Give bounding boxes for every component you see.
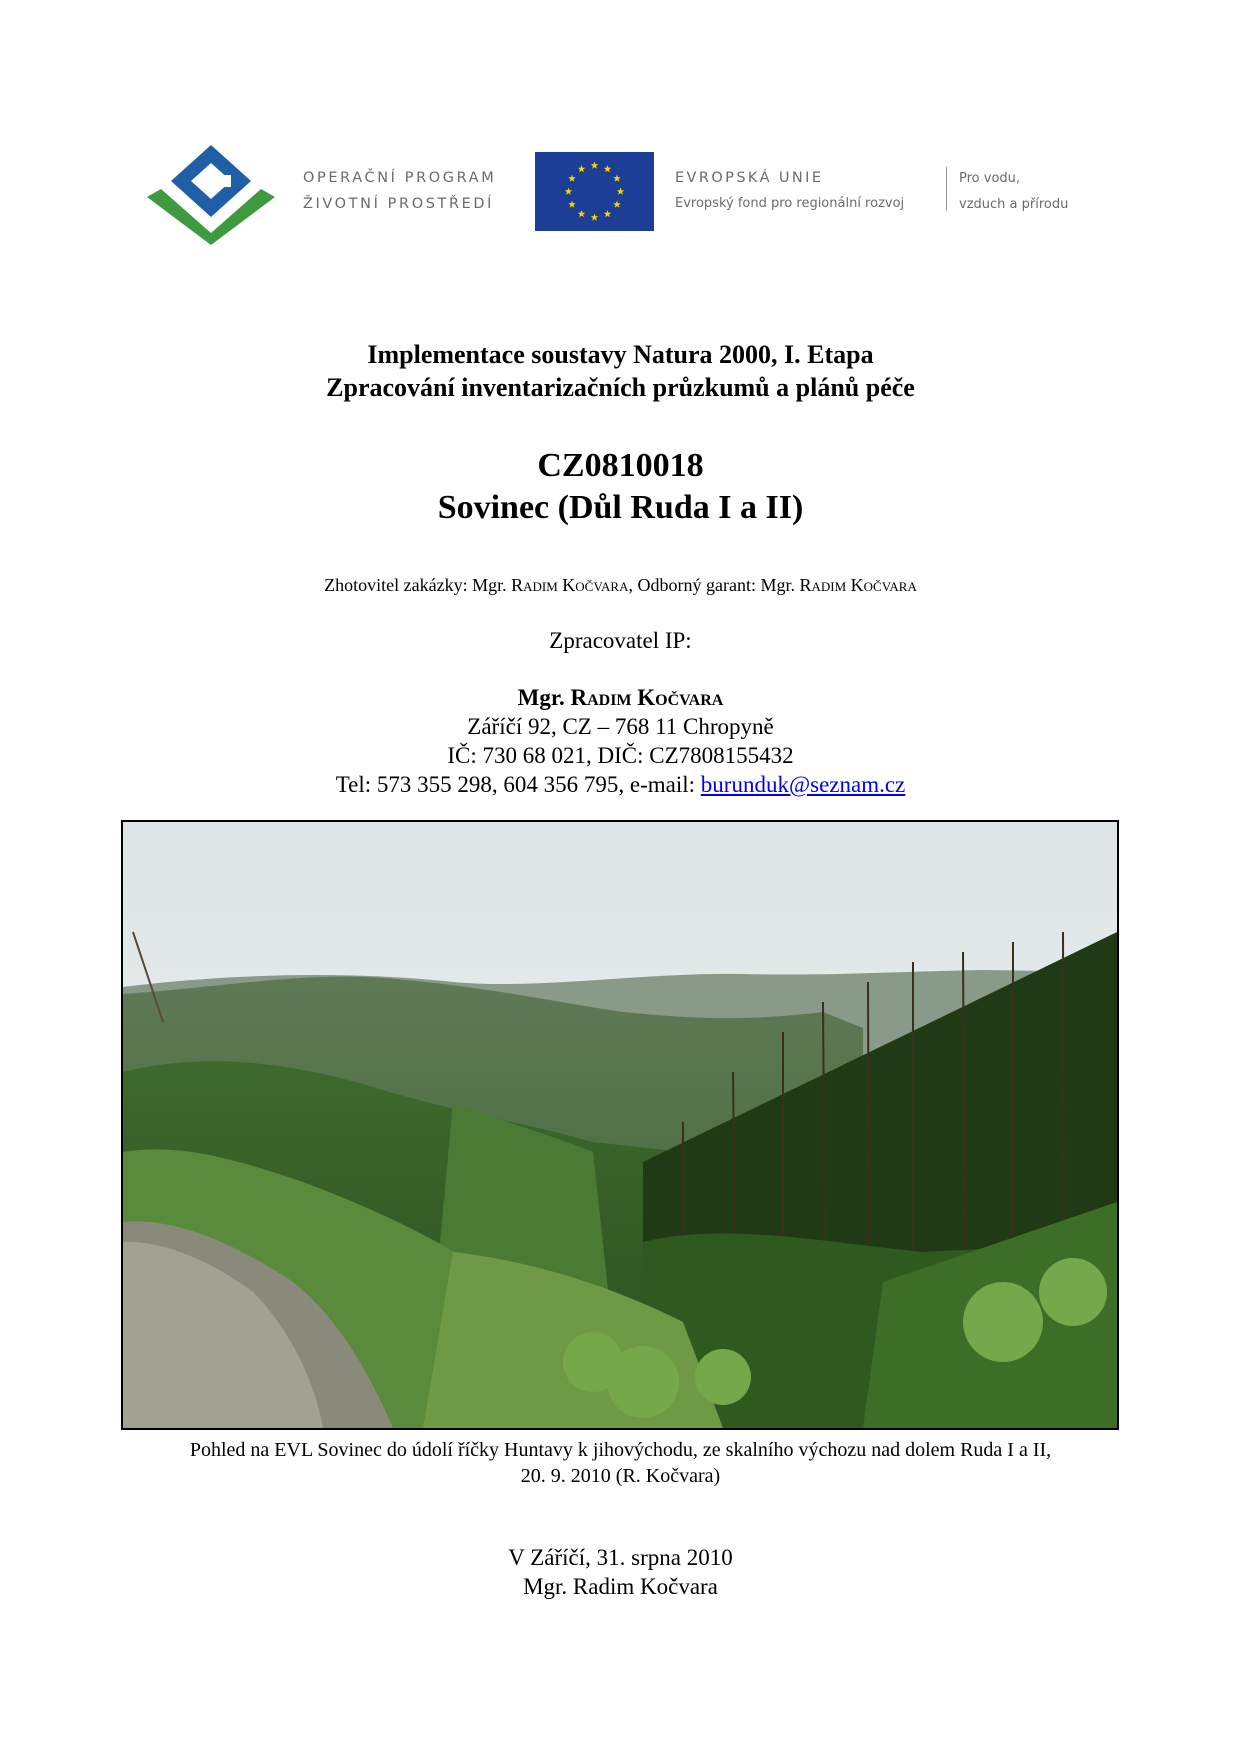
motto-line2: vzduch a přírodu: [959, 197, 1069, 212]
processor-contact: [0, 683, 1241, 799]
project-title-line2: Zpracování inventarizačních průzkumů a plánů péče: [326, 373, 915, 402]
forest-valley-image: [123, 822, 1117, 1428]
processor-phone-line: [0, 770, 1241, 799]
processor-name-line: [0, 683, 1241, 712]
motto-line1: Pro vodu,: [959, 171, 1021, 186]
processor-name: Radim Kočvara: [570, 685, 724, 710]
eu-subtitle: Evropský fond pro regionální rozvoj: [675, 196, 905, 211]
processor-title: Mgr.: [517, 685, 565, 710]
motto: [959, 166, 1068, 218]
processor-label: Zpracovatel IP:: [549, 628, 692, 653]
eu-flag-icon: [535, 152, 654, 231]
contractor-label: Zhotovitel zakázky: Mgr.: [324, 575, 507, 595]
site-title: [0, 445, 1241, 529]
email-link[interactable]: burunduk@seznam.cz: [700, 772, 906, 797]
project-title-line1: Implementace soustavy Natura 2000, I. Etapa: [367, 340, 874, 369]
photo-caption: [0, 1437, 1241, 1489]
logo-divider: [946, 167, 947, 211]
guarantor-name: Radim Kočvara: [799, 575, 917, 595]
project-title: [0, 338, 1241, 404]
site-code: CZ0810018: [537, 447, 704, 484]
logo-strip: [125, 135, 1120, 250]
guarantor-label: , Odborný garant: Mgr.: [628, 575, 795, 595]
opzp-text: [303, 165, 496, 217]
contractor-line: [0, 575, 1241, 596]
site-name: Sovinec (Důl Ruda I a II): [437, 489, 804, 526]
footer-place-date: V Záříčí, 31. srpna 2010: [508, 1545, 733, 1570]
footer: [0, 1543, 1241, 1601]
caption-line1: Pohled na EVL Sovinec do údolí říčky Huntavy k jihovýchodu, ze skalního výchozu nad dolem Ruda I a II,: [189, 1439, 1052, 1461]
landscape-photo: [121, 820, 1119, 1430]
eu-title: EVROPSKÁ UNIE: [675, 170, 824, 186]
footer-author: Mgr. Radim Kočvara: [523, 1574, 718, 1599]
contractor-name: Radim Kočvara: [511, 575, 629, 595]
processor-ids: IČ: 730 68 021, DIČ: CZ7808155432: [447, 743, 794, 768]
processor-address: Záříčí 92, CZ – 768 11 Chropyně: [467, 714, 774, 739]
opzp-logo-icon: [147, 145, 275, 245]
caption-line2: 20. 9. 2010 (R. Kočvara): [520, 1465, 721, 1487]
opzp-line2: ŽIVOTNÍ PROSTŘEDÍ: [303, 196, 495, 212]
processor-phone: Tel: 573 355 298, 604 356 795, e-mail:: [335, 772, 701, 797]
eu-text: [675, 165, 904, 217]
opzp-line1: OPERAČNÍ PROGRAM: [303, 170, 497, 186]
